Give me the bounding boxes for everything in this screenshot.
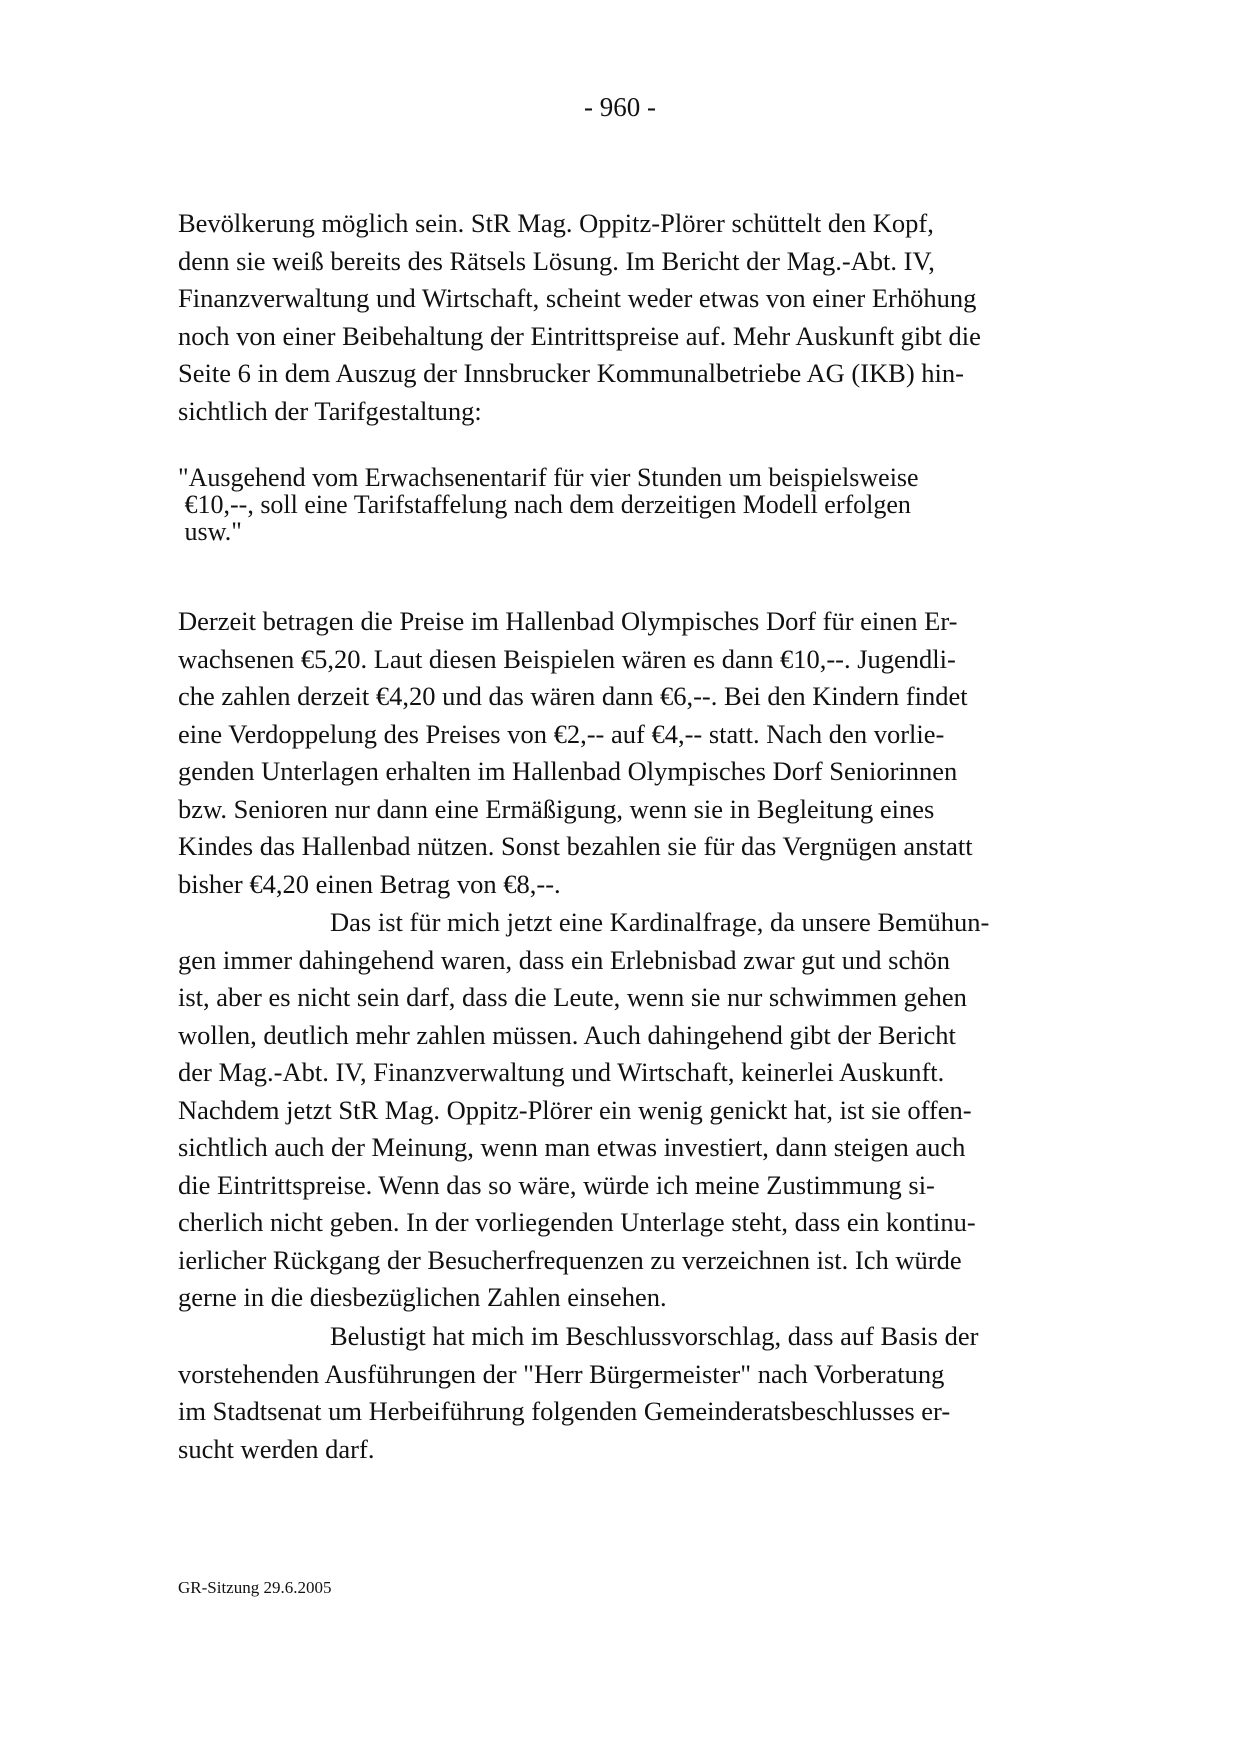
paragraph-beschlussvorschlag [178, 1318, 1070, 1468]
text-line: der Mag.-Abt. IV, Finanzverwaltung und Wirtschaft, keinerlei Auskunft. [178, 1057, 945, 1087]
text-line: wollen, deutlich mehr zahlen müssen. Auch dahingehend gibt der Bericht [178, 1019, 956, 1050]
quote-line: usw." [178, 517, 242, 546]
quote-line: "Ausgehend vom Erwachsenentarif für vier Stunden um beispielsweise [178, 463, 919, 492]
text-line: ierlicher Rückgang der Besucherfrequenzen zu verzeichnen ist. Ich würde [178, 1244, 962, 1275]
page-number: - 960 - [584, 92, 656, 122]
text-line: wachsenen €5,20. Laut diesen Beispielen wären es dann €10,--. Jugendli- [178, 643, 956, 674]
text-line: Das ist für mich jetzt eine Kardinalfrage, da unsere Bemühun- [330, 907, 990, 937]
text-line: cherlich nicht geben. In der vorliegenden Unterlage steht, dass ein kontinu- [178, 1207, 976, 1237]
page-footer: GR-Sitzung 29.6.2005 [178, 1578, 332, 1597]
text-line: Nachdem jetzt StR Mag. Oppitz-Plörer ein wenig genickt hat, ist sie offen- [178, 1094, 972, 1125]
text-line: gerne in die diesbezüglichen Zahlen einsehen. [178, 1282, 667, 1312]
text-line: sichtlich der Tarifgestaltung: [178, 395, 482, 426]
text-line: genden Unterlagen erhalten im Hallenbad Olympisches Dorf Seniorinnen [178, 756, 958, 786]
paragraph-kardinalfrage [178, 904, 1070, 1317]
paragraph-intro [178, 205, 1070, 430]
text-line: vorstehenden Ausführungen der "Herr Bürgermeister" nach Vorberatung [178, 1358, 945, 1389]
text-line: denn sie weiß bereits des Rätsels Lösung. Im Bericht der Mag.-Abt. IV, [178, 245, 935, 276]
text-line: bisher €4,20 einen Betrag von €8,--. [178, 868, 561, 899]
quote-line: €10,--, soll eine Tarifstaffelung nach dem derzeitigen Modell erfolgen [178, 490, 911, 519]
text-line: che zahlen derzeit €4,20 und das wären dann €6,--. Bei den Kindern findet [178, 681, 968, 711]
paragraph-prices [178, 603, 1070, 903]
block-quote [178, 464, 1038, 545]
text-line: gen immer dahingehend waren, dass ein Erlebnisbad zwar gut und schön [178, 944, 950, 975]
text-line: sucht werden darf. [178, 1433, 375, 1464]
text-line: Kindes das Hallenbad nützen. Sonst bezahlen sie für das Vergnügen anstatt [178, 831, 973, 861]
text-line: Bevölkerung möglich sein. StR Mag. Oppitz-Plörer schüttelt den Kopf, [178, 208, 934, 238]
text-line: Finanzverwaltung und Wirtschaft, scheint weder etwas von einer Erhöhung [178, 283, 977, 313]
text-line: Belustigt hat mich im Beschlussvorschlag, dass auf Basis der [330, 1321, 979, 1351]
text-line: Derzeit betragen die Preise im Hallenbad Olympisches Dorf für einen Er- [178, 606, 958, 636]
text-line: bzw. Senioren nur dann eine Ermäßigung, wenn sie in Begleitung eines [178, 793, 935, 824]
text-line: eine Verdoppelung des Preises von €2,-- auf €4,-- statt. Nach den vorlie- [178, 718, 945, 749]
text-line: im Stadtsenat um Herbeiführung folgenden Gemeinderatsbeschlusses er- [178, 1396, 951, 1426]
text-line: noch von einer Beibehaltung der Eintrittspreise auf. Mehr Auskunft gibt die [178, 320, 981, 351]
text-line: sichtlich auch der Meinung, wenn man etwas investiert, dann steigen auch [178, 1132, 966, 1162]
text-line: ist, aber es nicht sein darf, dass die Leute, wenn sie nur schwimmen gehen [178, 982, 967, 1012]
text-line: die Eintrittspreise. Wenn das so wäre, würde ich meine Zustimmung si- [178, 1169, 935, 1200]
text-line: Seite 6 in dem Auszug der Innsbrucker Kommunalbetriebe AG (IKB) hin- [178, 358, 964, 388]
